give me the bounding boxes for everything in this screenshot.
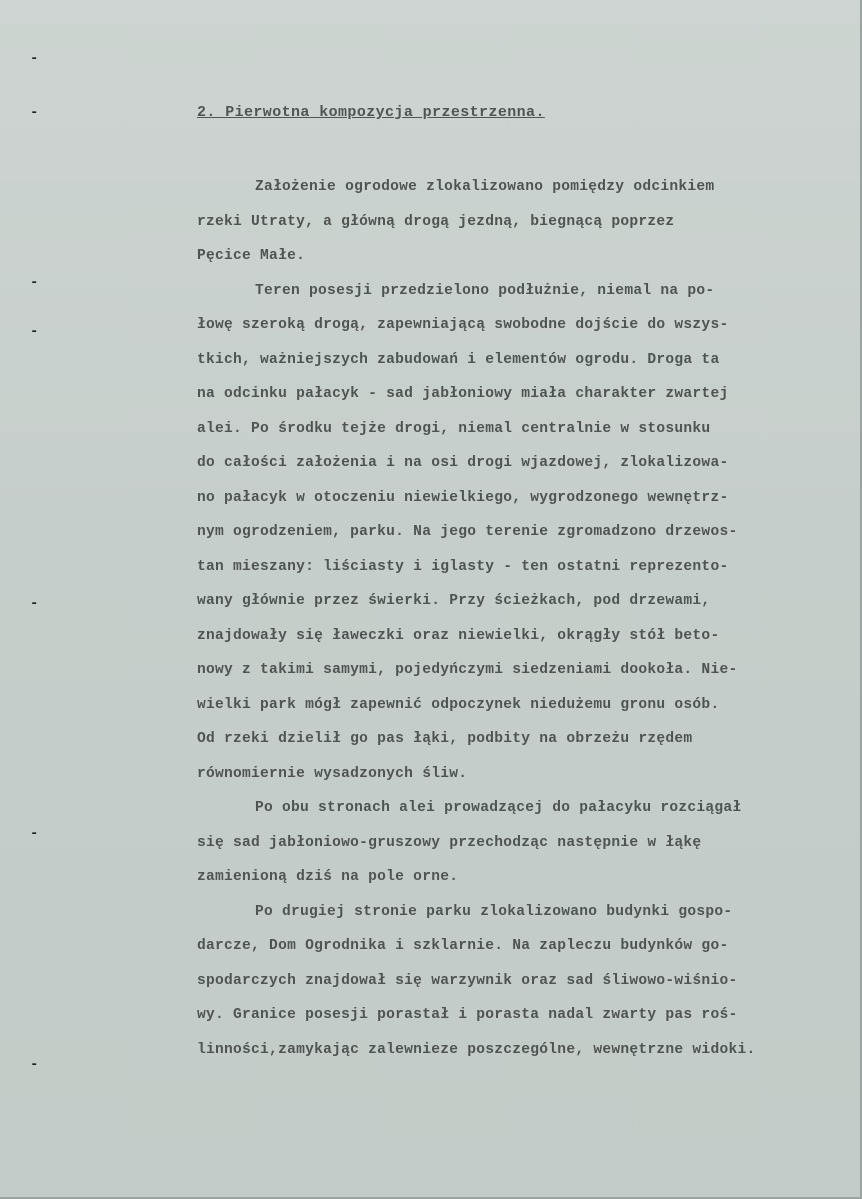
paragraph [197,170,859,274]
text-line: łowę szeroką drogą, zapewniającą swobodne dojście do wszys- [197,317,729,333]
text-line: darcze, Dom Ogrodnika i szklarnie. Na zapleczu budynków go- [197,938,729,954]
paragraph [197,895,859,1068]
text-line: Pęcice Małe. [197,248,306,264]
margin-mark: - [30,275,39,291]
margin-mark: - [30,324,39,340]
paragraph [197,274,859,792]
paragraph [197,791,859,895]
text-line: wy. Granice posesji porastał i porasta nadal zwarty pas roś- [197,1007,738,1023]
text-line: do całości założenia i na osi drogi wjazdowej, zlokalizowa- [197,455,729,471]
text-line: wany głównie przez świerki. Przy ścieżkach, pod drzewami, [197,593,711,609]
text-line: Po drugiej stronie parku zlokalizowano budynki gospo- [255,903,733,920]
text-line: alei. Po środku tejże drogi, niemal centralnie w stosunku [197,420,711,437]
margin-mark: - [30,826,39,842]
margin-mark: - [30,1057,39,1073]
text-line: nowy z takimi samymi, pojedyńczymi siedzeniami dookoła. Nie- [197,662,738,678]
text-line: tan mieszany: liściasty i iglasty - ten ostatni reprezento- [197,558,729,575]
text-line: zamienioną dziś na pole orne. [197,869,459,885]
text-line: tkich, ważniejszych zabudowań i elementów ogrodu. Droga ta [197,351,720,368]
text-line: no pałacyk w otoczeniu niewielkiego, wygrodzonego wewnętrz- [197,489,729,506]
text-line: spodarczych znajdował się warzywnik oraz sad śliwowo-wiśnio- [197,972,738,989]
text-line: znajdowały się ławeczki oraz niewielki, okrągły stół beto- [197,627,720,644]
text-line: wielki park mógł zapewnić odpoczynek niedużemu gronu osób. [197,696,720,713]
document-body [197,170,859,1067]
text-line: Po obu stronach alei prowadzącej do pałacyku rozciągał [255,800,742,816]
section-heading: 2. Pierwotna kompozycja przestrzenna. [197,104,545,121]
text-line: Od rzeki dzielił go pas łąki, podbity na obrzeżu rzędem [197,731,693,747]
text-line: równomiernie wysadzonych śliw. [197,765,468,782]
text-line: linności,zamykając zalewnieze poszczególne, wewnętrzne widoki. [197,1041,756,1058]
text-line: Założenie ogrodowe zlokalizowano pomiędzy odcinkiem [255,179,715,195]
text-line: się sad jabłoniowo-gruszowy przechodząc następnie w łąkę [197,834,702,851]
text-line: na odcinku pałacyk - sad jabłoniowy miała charakter zwartej [197,386,729,402]
text-line: nym ogrodzeniem, parku. Na jego terenie zgromadzono drzewos- [197,524,738,540]
margin-mark: - [30,105,39,121]
text-line: rzeki Utraty, a główną drogą jezdną, biegnącą poprzez [197,213,675,230]
text-line: Teren posesji przedzielono podłużnie, niemal na po- [255,282,715,299]
margin-mark: - [30,596,39,612]
margin-mark: - [30,51,39,67]
